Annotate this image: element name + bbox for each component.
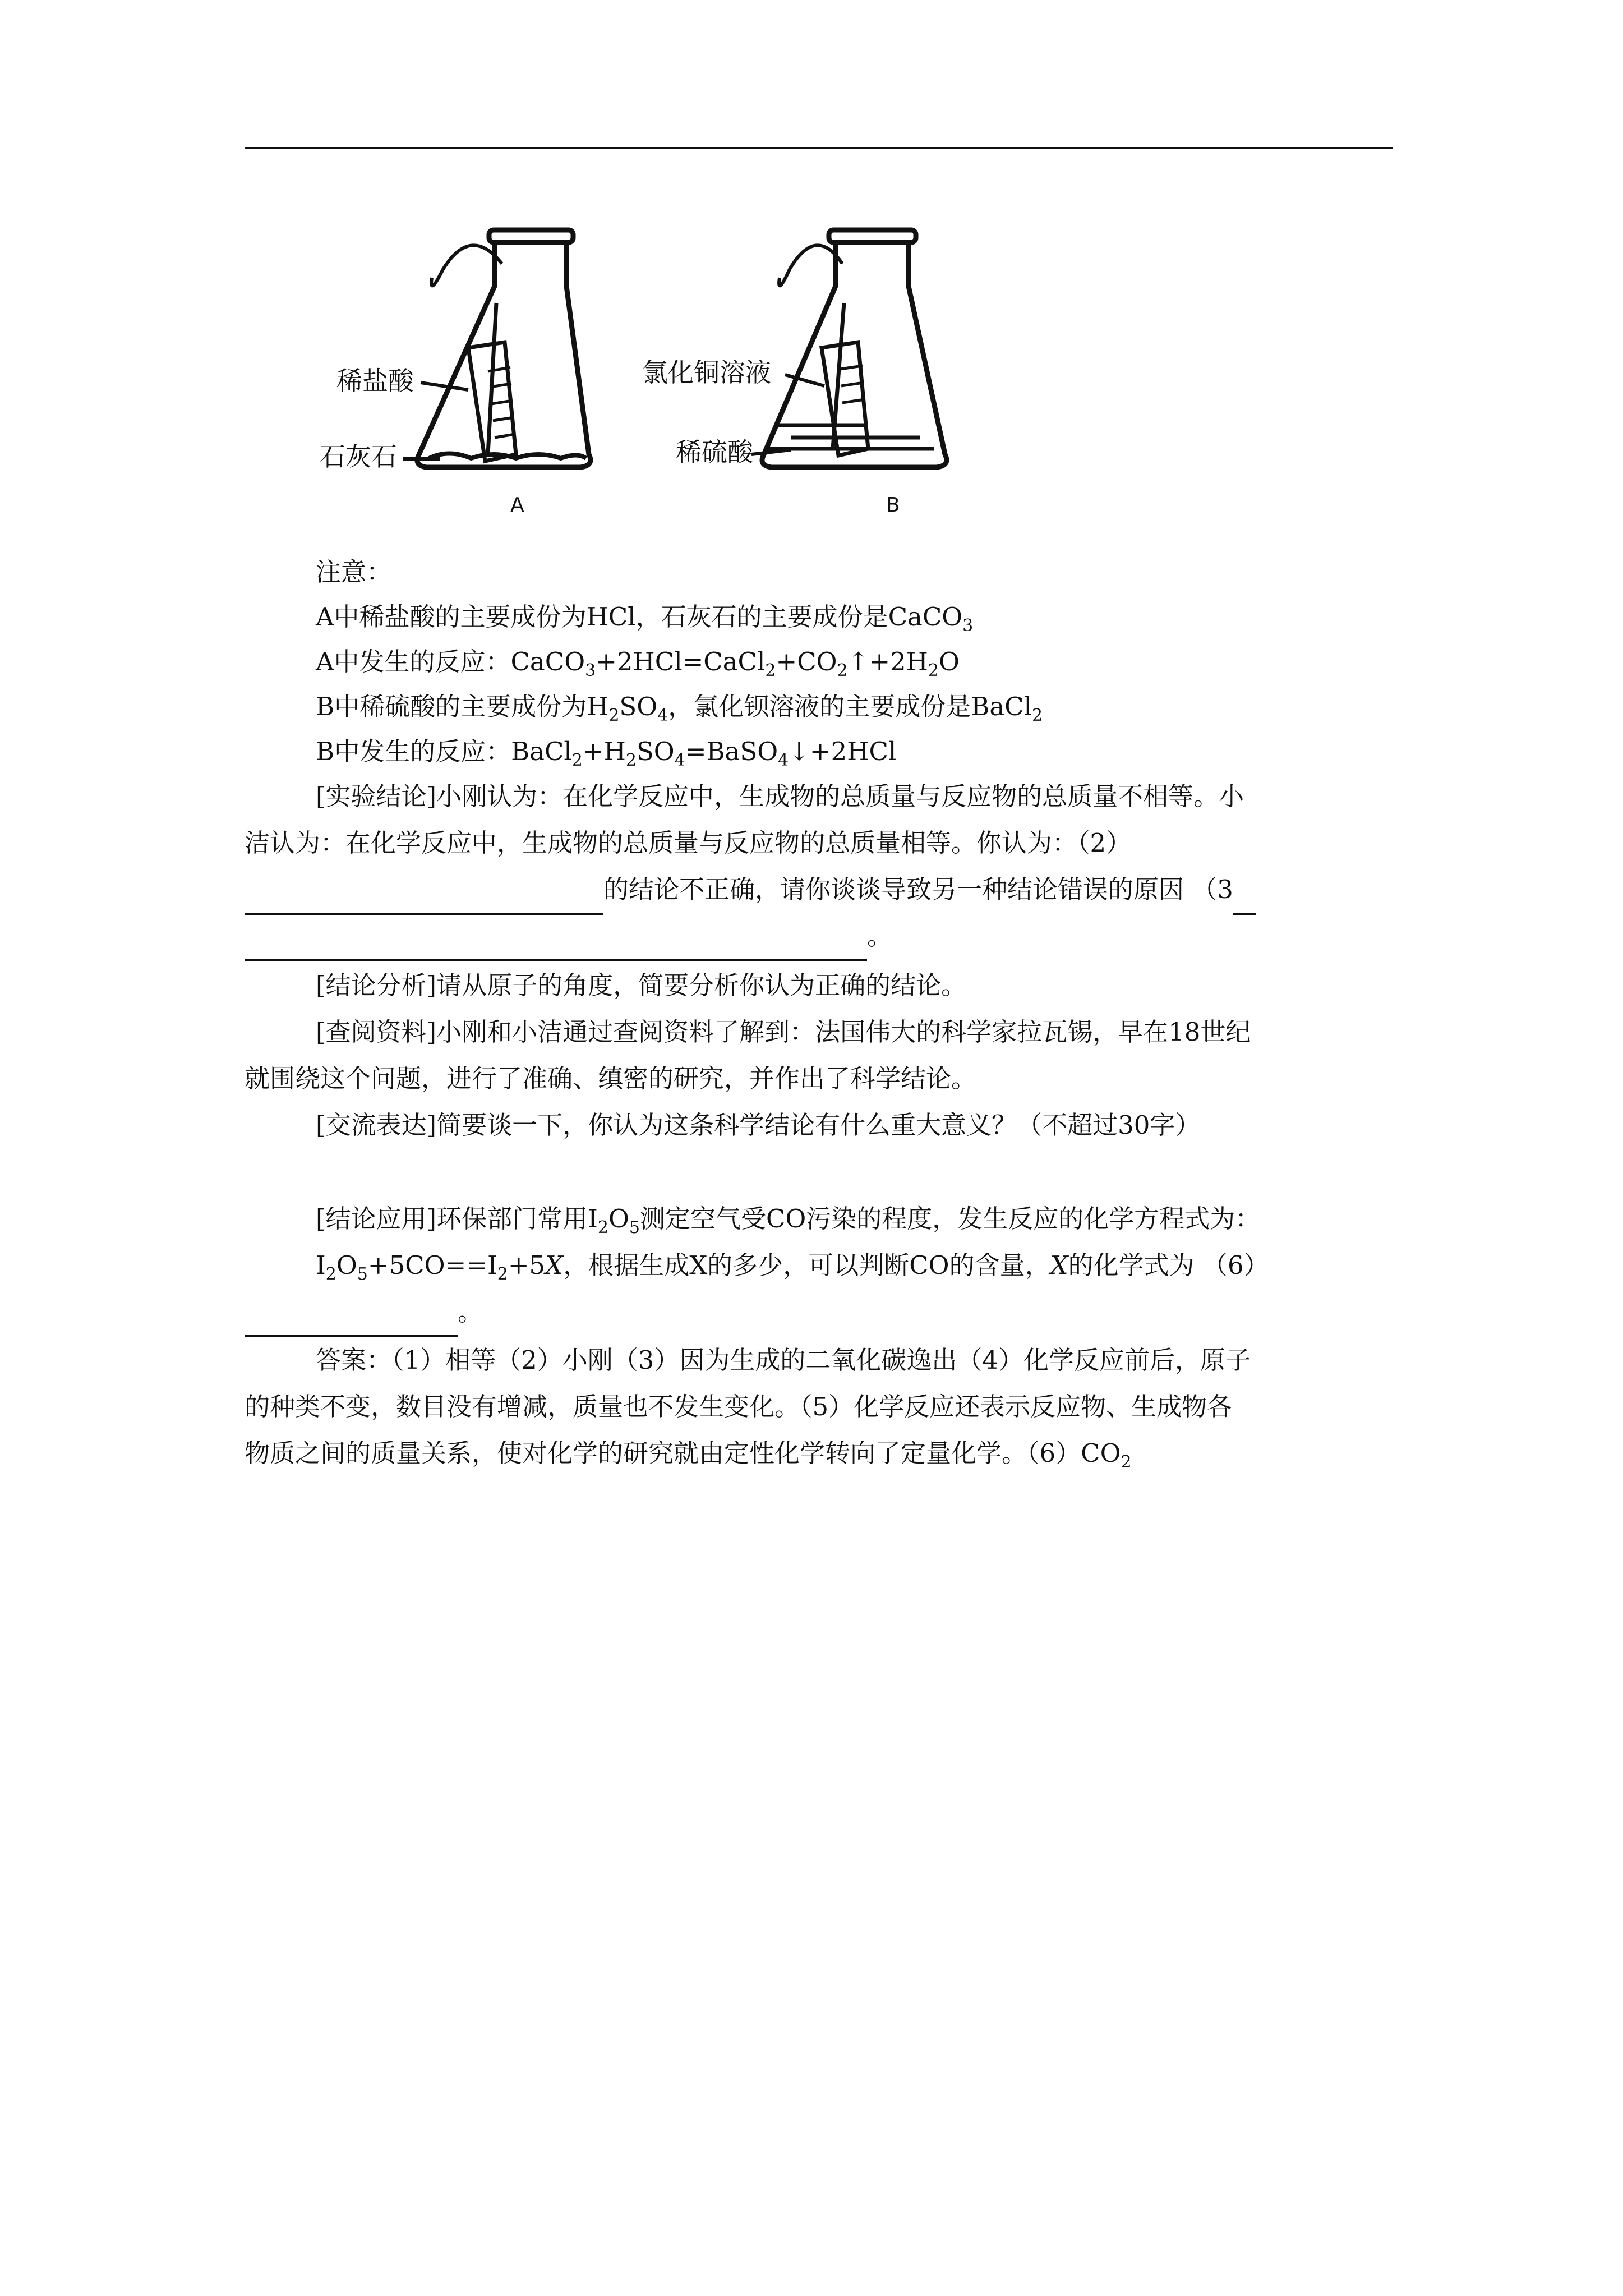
conclusion-line-1: [实验结论]小刚认为：在化学反应中，生成物的总质量与反应物的总质量不相等。小 xyxy=(316,781,1244,811)
note-b-composition: B中稀硫酸的主要成份为$H_2SO_4$，氯化钡溶液的主要成份是BaCl$_2$ xyxy=(316,692,1043,725)
answer-line-1: 答案：（1）相等（2）小刚（3）因为生成的二氧化碳逸出（4）化学反应前后，原子 xyxy=(316,1345,1251,1375)
conclusion-line-4: 。 xyxy=(245,911,1393,961)
notes-heading: 注意： xyxy=(316,557,392,587)
answer-blank-2[interactable] xyxy=(245,878,603,915)
label-a-stone: 石灰石 xyxy=(320,441,397,472)
note-a-composition: A中稀盐酸的主要成份为HCl，石灰石的主要成份是CaCO$_3$ xyxy=(316,602,974,636)
conclusion-line-3: 的结论不正确，请你谈谈导致另一种结论错误的原因 （3 xyxy=(245,864,1393,915)
research-line-1: [查阅资料]小刚和小洁通过查阅资料了解到：法国伟大的科学家拉瓦锡，早在18世纪 xyxy=(316,1017,1251,1047)
apparatus-figure xyxy=(303,208,1026,522)
answer-blank-3[interactable] xyxy=(245,924,867,961)
flask-a xyxy=(417,230,591,467)
answer-blank-6[interactable] xyxy=(245,1300,458,1337)
application-line-3: 。 xyxy=(245,1287,1393,1337)
flask-diagrams xyxy=(303,208,1026,522)
label-b-solution: 氯化铜溶液 xyxy=(642,357,771,388)
caption-b: B xyxy=(886,494,900,517)
note-a-reaction: A中发生的反应：$CaCO_3+2HCl=CaCl_2+CO_2↑+2H_2O$ xyxy=(316,647,960,680)
caption-a: A xyxy=(510,494,524,517)
flask-b xyxy=(762,230,947,467)
application-line-1: [结论应用]环保部门常用$I_2O_5$测定空气受CO污染的程度，发生反应的化学方程式为： xyxy=(316,1204,1261,1237)
application-line-2: $I_2O_5+5CO==I_2+5X$，根据生成X的多少，可以判断CO的含量，X的化学式为 （6） xyxy=(316,1250,1269,1284)
conclusion-line-2: 洁认为：在化学反应中，生成物的总质量与反应物的总质量相等。你认为：（2） xyxy=(245,828,1132,858)
analysis-line: [结论分析]请从原子的角度，简要分析你认为正确的结论。 xyxy=(316,970,967,1000)
answer-line-2: 的种类不变，数目没有增减，质量也不发生变化。（5）化学反应还表示反应物、生成物各 xyxy=(245,1392,1233,1421)
answer-line-3: 物质之间的质量关系，使对化学的研究就由定性化学转向了定量化学。$(6)CO_2$ xyxy=(245,1438,1132,1472)
answer-blank-3-start[interactable] xyxy=(1233,878,1256,915)
note-b-reaction: B中发生的反应：$BaCl_2+H_2SO_4=BaSO_4↓+2HCl$ xyxy=(316,737,897,770)
header-rule xyxy=(245,147,1393,149)
exchange-line: [交流表达]简要谈一下，你认为这条科学结论有什么重大意义？（不超过30字） xyxy=(316,1110,1201,1140)
label-b-acid: 稀硫酸 xyxy=(676,437,753,467)
label-a-acid: 稀盐酸 xyxy=(336,366,414,396)
research-line-2: 就围绕这个问题，进行了准确、缜密的研究，并作出了科学结论。 xyxy=(245,1064,977,1093)
